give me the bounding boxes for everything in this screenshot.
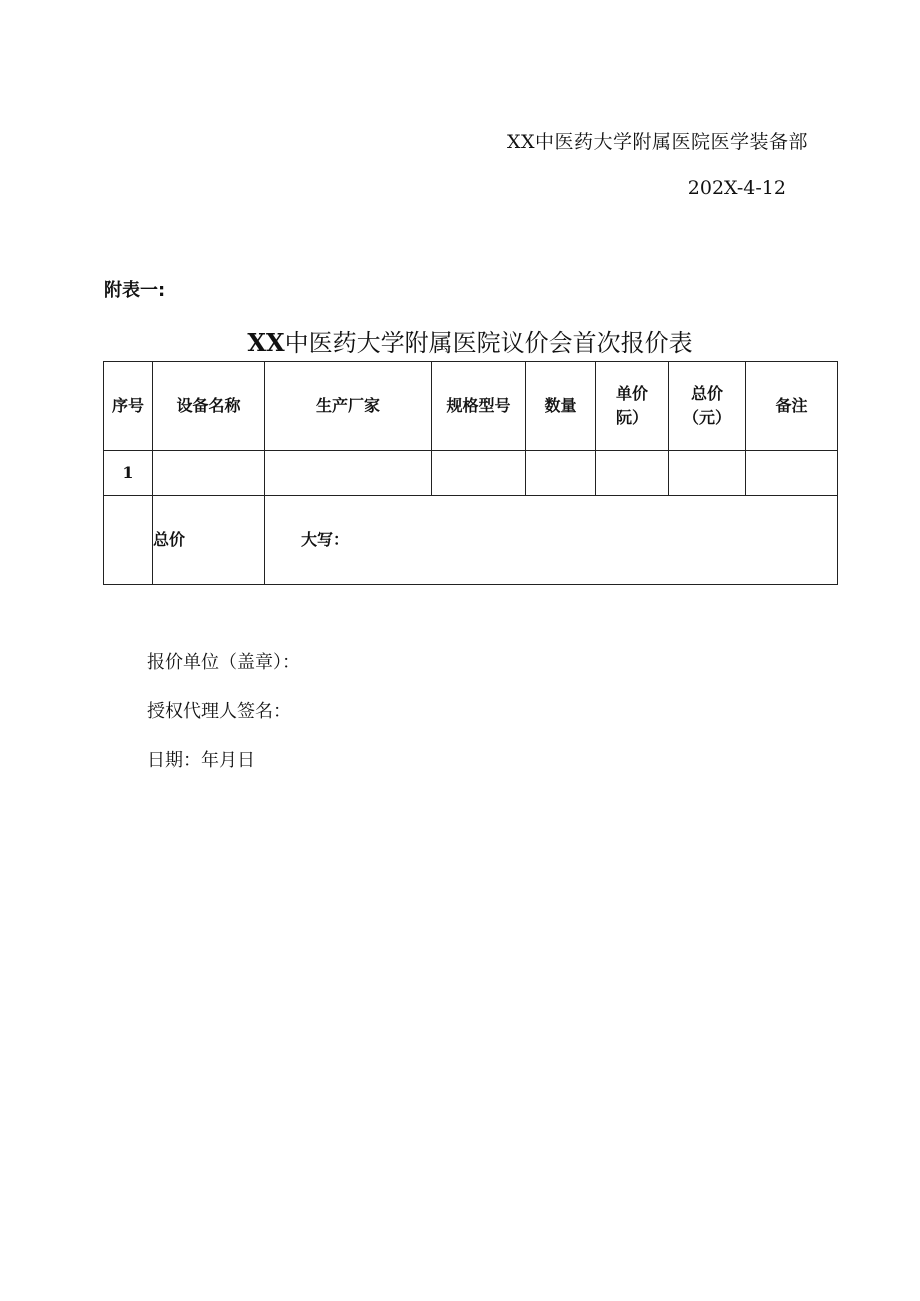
header-total-price-line1: 总价 [690,384,723,403]
header-total-price [669,362,746,451]
document-date: 202X-4-12 [687,177,786,199]
header-seq: 序号 [104,362,153,451]
quoting-unit-label: 报价单位（盖章）： [147,652,300,673]
total-label: 总价 [153,496,265,585]
cell-total-price[interactable] [669,451,746,496]
cell-spec-model[interactable] [432,451,526,496]
title-text: 中医药大学附属医院议价会首次报价表 [284,329,693,357]
cell-seq: 1 [104,451,153,496]
quote-table [103,361,838,585]
total-amount-words[interactable]: 大写： [265,496,838,585]
header-remarks: 备注 [746,362,838,451]
organization-name: XX中医药大学附属医院医学装备部 [506,131,808,153]
header-equipment-name: 设备名称 [153,362,265,451]
title-prefix: XX [247,328,285,357]
cell-manufacturer[interactable] [265,451,432,496]
cell-unit-price[interactable] [596,451,669,496]
header-manufacturer: 生产厂家 [265,362,432,451]
total-row [104,496,838,585]
cell-equipment-name[interactable] [153,451,265,496]
header-quantity: 数量 [526,362,596,451]
header-spec-model: 规格型号 [432,362,526,451]
authorized-agent-label: 授权代理人签名： [147,701,291,722]
attachment-label: 附表一: [104,280,166,301]
header-unit-price-line1: 单价 [615,384,648,403]
header-unit-price-line2: 阮） [615,408,648,427]
cell-quantity[interactable] [526,451,596,496]
table-header-row [104,362,838,451]
page-title [0,323,920,358]
header-unit-price [596,362,669,451]
header-total-price-line2: （元） [682,408,731,427]
table-row [104,451,838,496]
cell-remarks[interactable] [746,451,838,496]
total-empty-cell [104,496,153,585]
signature-date-label: 日期：年月日 [147,750,255,771]
